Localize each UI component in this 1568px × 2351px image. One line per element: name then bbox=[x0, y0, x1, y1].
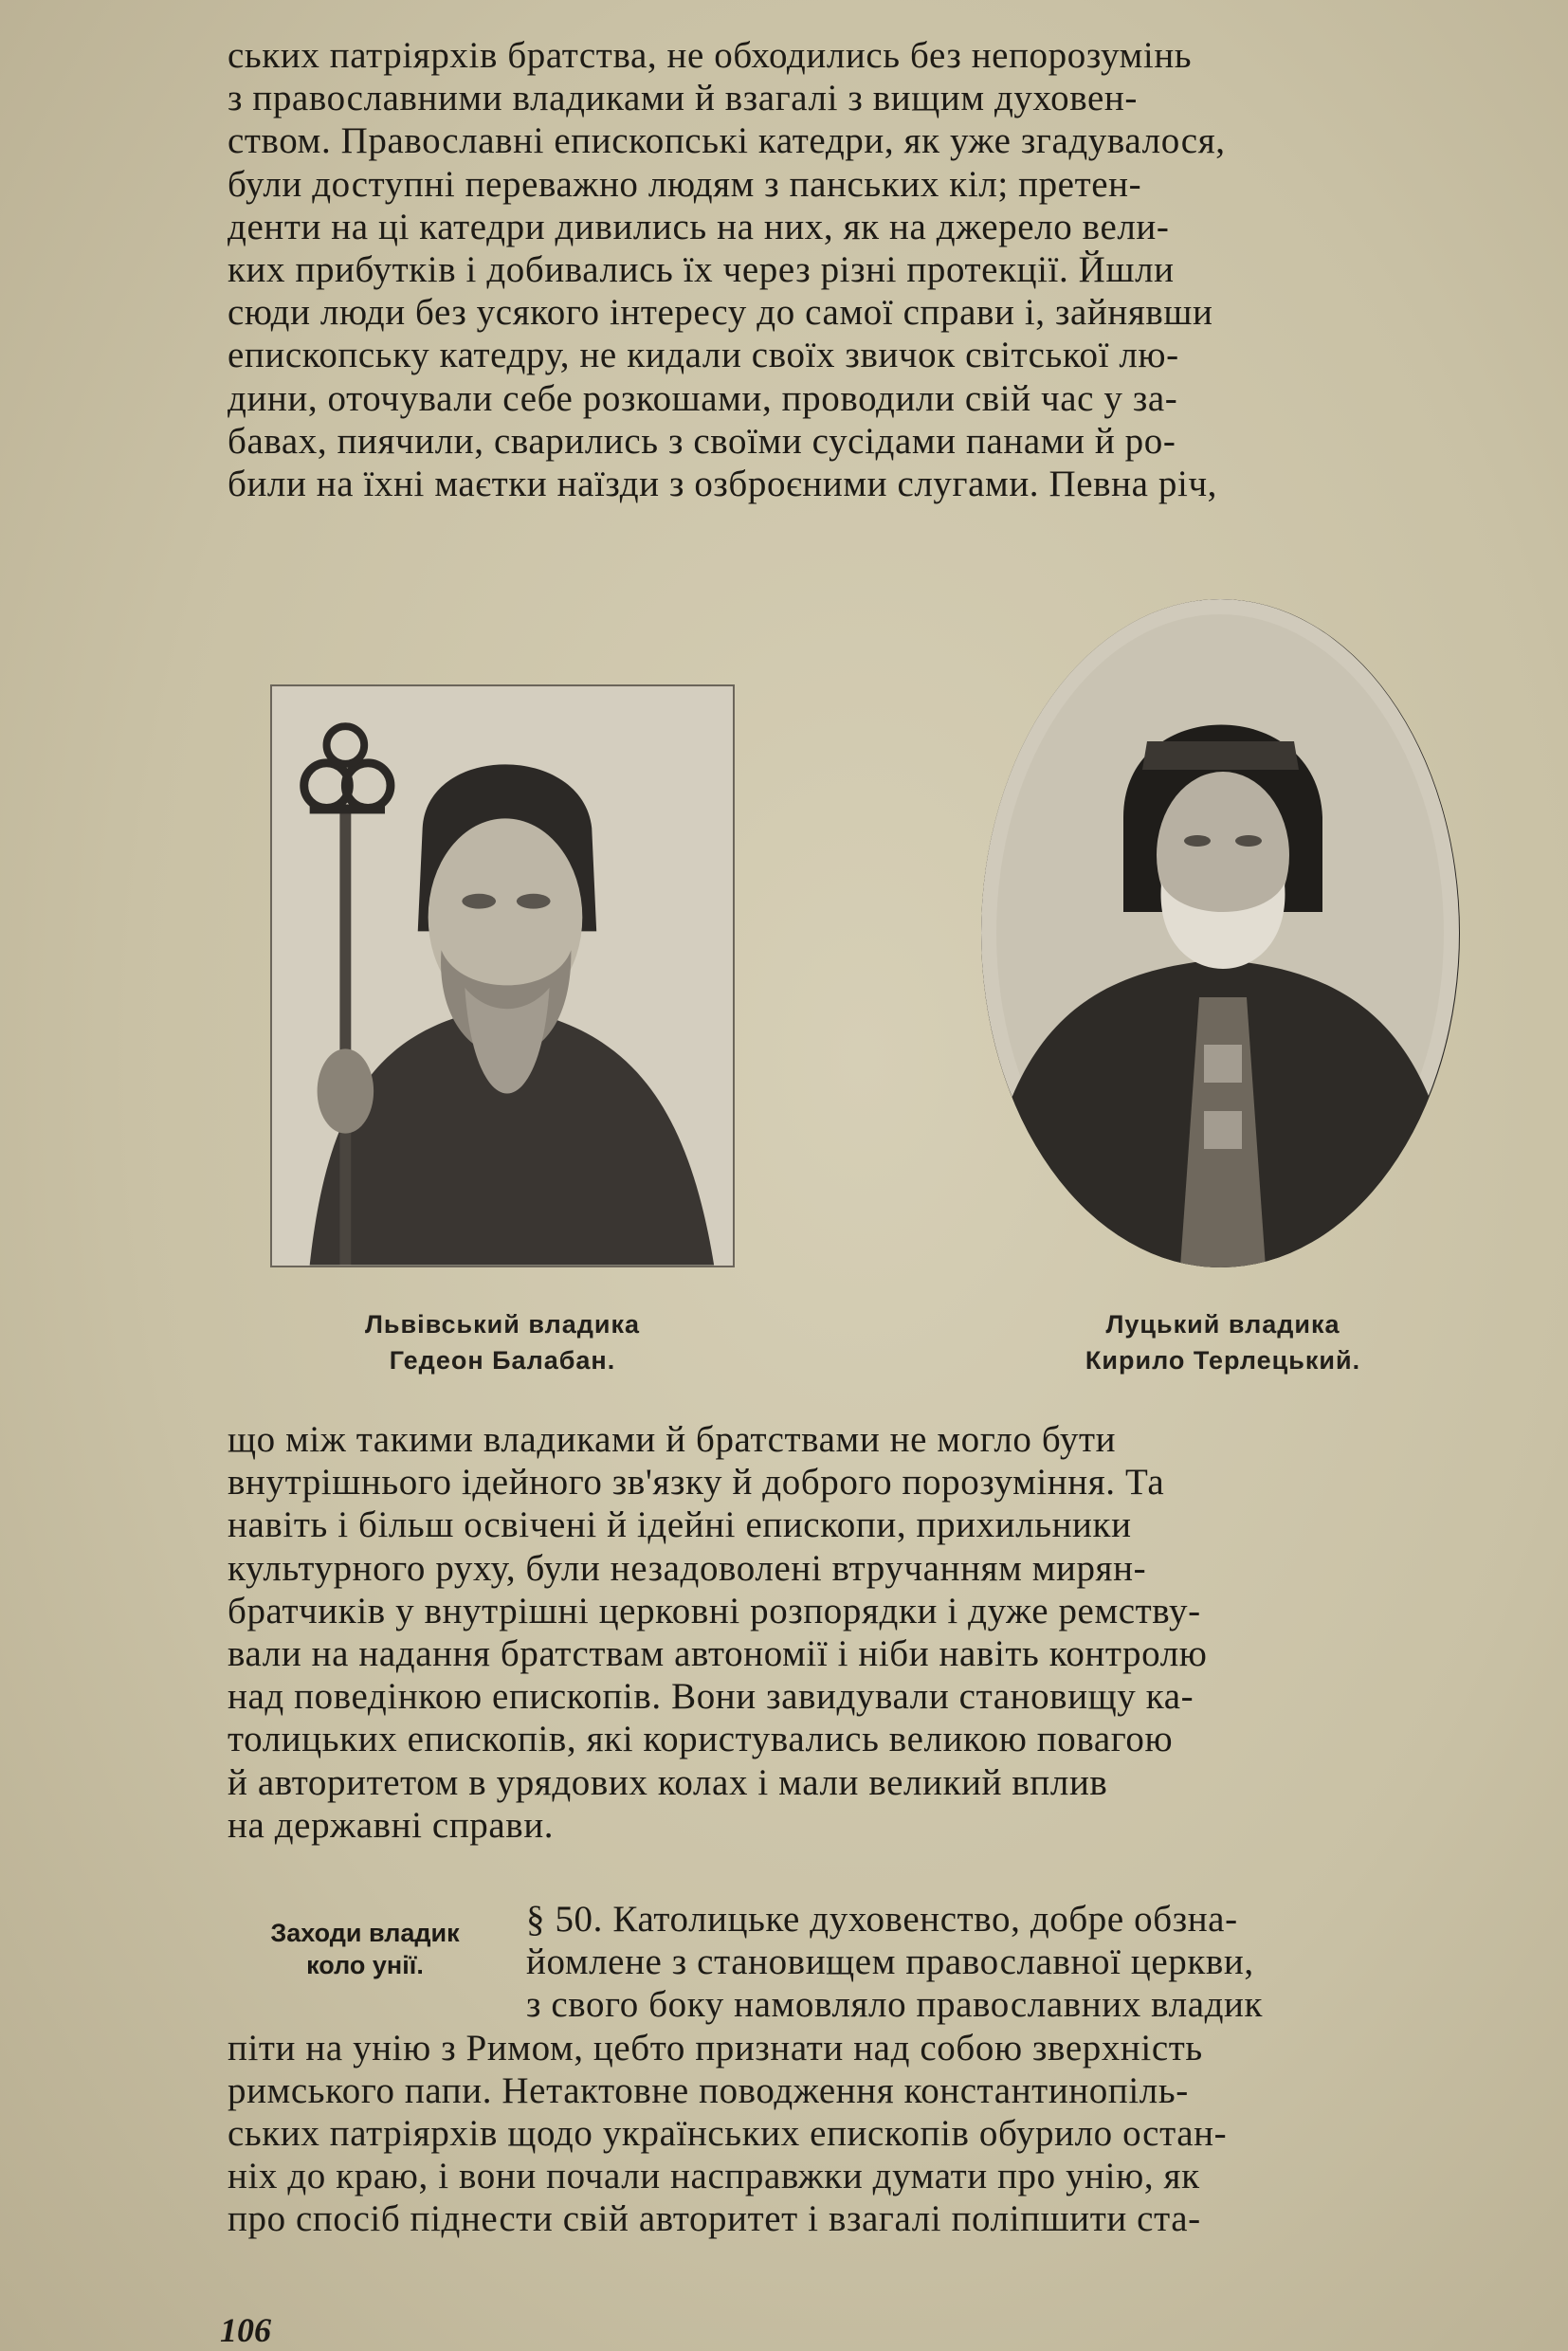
caption-line: Гедеон Балабан. bbox=[389, 1346, 616, 1375]
text-line: били на їхні маєтки наїзди з озброєними слугами. Певна річ, bbox=[228, 464, 1218, 505]
text-line: толицьких епископів, які користувались великою повагою bbox=[228, 1719, 1174, 1760]
section-50-paragraph bbox=[228, 1898, 1498, 2241]
text-line: з свого боку намовляло православних владик bbox=[526, 1984, 1264, 2026]
bottom-paragraph bbox=[228, 1418, 1498, 1847]
text-line: піти на унію з Римом, цебто признати над собою зверхність bbox=[228, 2027, 1203, 2069]
caption-line: Львівський владика bbox=[364, 1310, 641, 1339]
text-line: що між такими владиками й братствами не могло бути bbox=[228, 1419, 1117, 1460]
text-line: ніх до краю, і вони почали насправжки думати про унію, як bbox=[228, 2156, 1200, 2197]
text-line: були доступні переважно людям з панських кіл; претен- bbox=[228, 163, 1142, 205]
text-line: денти на ці катедри дивились на них, як на джерело вели- bbox=[228, 206, 1170, 247]
text-line: ством. Православні епископські катедри, як уже згадувалося, bbox=[228, 120, 1226, 162]
text-line: й авторитетом в урядових колах і мали великий вплив bbox=[228, 1761, 1108, 1803]
page-number: 106 bbox=[220, 2311, 271, 2349]
portrait-balaban bbox=[270, 684, 735, 1267]
text-line: ських патріярхів щодо українських епископів обурило остан- bbox=[228, 2113, 1228, 2155]
caption-terletsky bbox=[976, 1306, 1469, 1378]
text-line: братчиків у внутрішні церковні розпорядки і дуже ремству- bbox=[228, 1590, 1201, 1631]
text-line: йомлене з становищем православної церкви, bbox=[526, 1941, 1254, 1983]
margin-note-line: коло унії. bbox=[306, 1951, 424, 1979]
text-line: над поведінкою епископів. Вони завидували становищу ка- bbox=[228, 1676, 1194, 1718]
text-line: навіть і більш освічені й ідейні епископи, прихильники bbox=[228, 1504, 1132, 1546]
text-line: § 50. Католицьке духовенство, добре обзна- bbox=[526, 1899, 1238, 1940]
text-line: ських патріярхів братства, не обходились без непорозумінь bbox=[228, 35, 1193, 76]
text-line: дини, оточували себе розкошами, проводили свій час у за- bbox=[228, 377, 1178, 419]
portrait-terletsky-image bbox=[981, 599, 1460, 1267]
text-line: бавах, пиячили, сварились з своїми сусідами панами й ро- bbox=[228, 420, 1176, 462]
text-line: про спосіб піднести свій авторитет і взагалі поліпшити ста- bbox=[228, 2198, 1201, 2240]
text-line: римського папи. Нетактовне поводження константинопіль- bbox=[228, 2069, 1189, 2111]
text-line: внутрішнього ідейного зв'язку й доброго порозуміння. Та bbox=[228, 1462, 1165, 1504]
text-line: епископську катедру, не кидали своїх звичок світської лю- bbox=[228, 335, 1179, 376]
caption-line: Луцький владика bbox=[1105, 1310, 1340, 1339]
text-line: вали на надання братствам автономії і ніби навіть контролю bbox=[228, 1633, 1208, 1675]
portrait-balaban-image bbox=[270, 684, 735, 1267]
margin-note-line: Заходи владик bbox=[270, 1919, 460, 1947]
text-line: сюди люди без усякого інтересу до самої справи і, зайнявши bbox=[228, 292, 1213, 334]
portrait-terletsky bbox=[981, 599, 1460, 1267]
caption-balaban bbox=[242, 1306, 763, 1378]
caption-line: Кирило Терлецький. bbox=[1085, 1346, 1361, 1375]
top-paragraph bbox=[228, 34, 1498, 505]
text-line: ких прибутків і добивались їх через різні протекції. Йшли bbox=[228, 249, 1175, 291]
indented-lines bbox=[526, 1898, 1498, 2027]
text-line: на державні справи. bbox=[228, 1804, 555, 1846]
text-line: культурного руху, були незадоволені втручанням мирян- bbox=[228, 1547, 1147, 1589]
text-line: з православними владиками й взагалі з вищим духовен- bbox=[228, 78, 1138, 119]
